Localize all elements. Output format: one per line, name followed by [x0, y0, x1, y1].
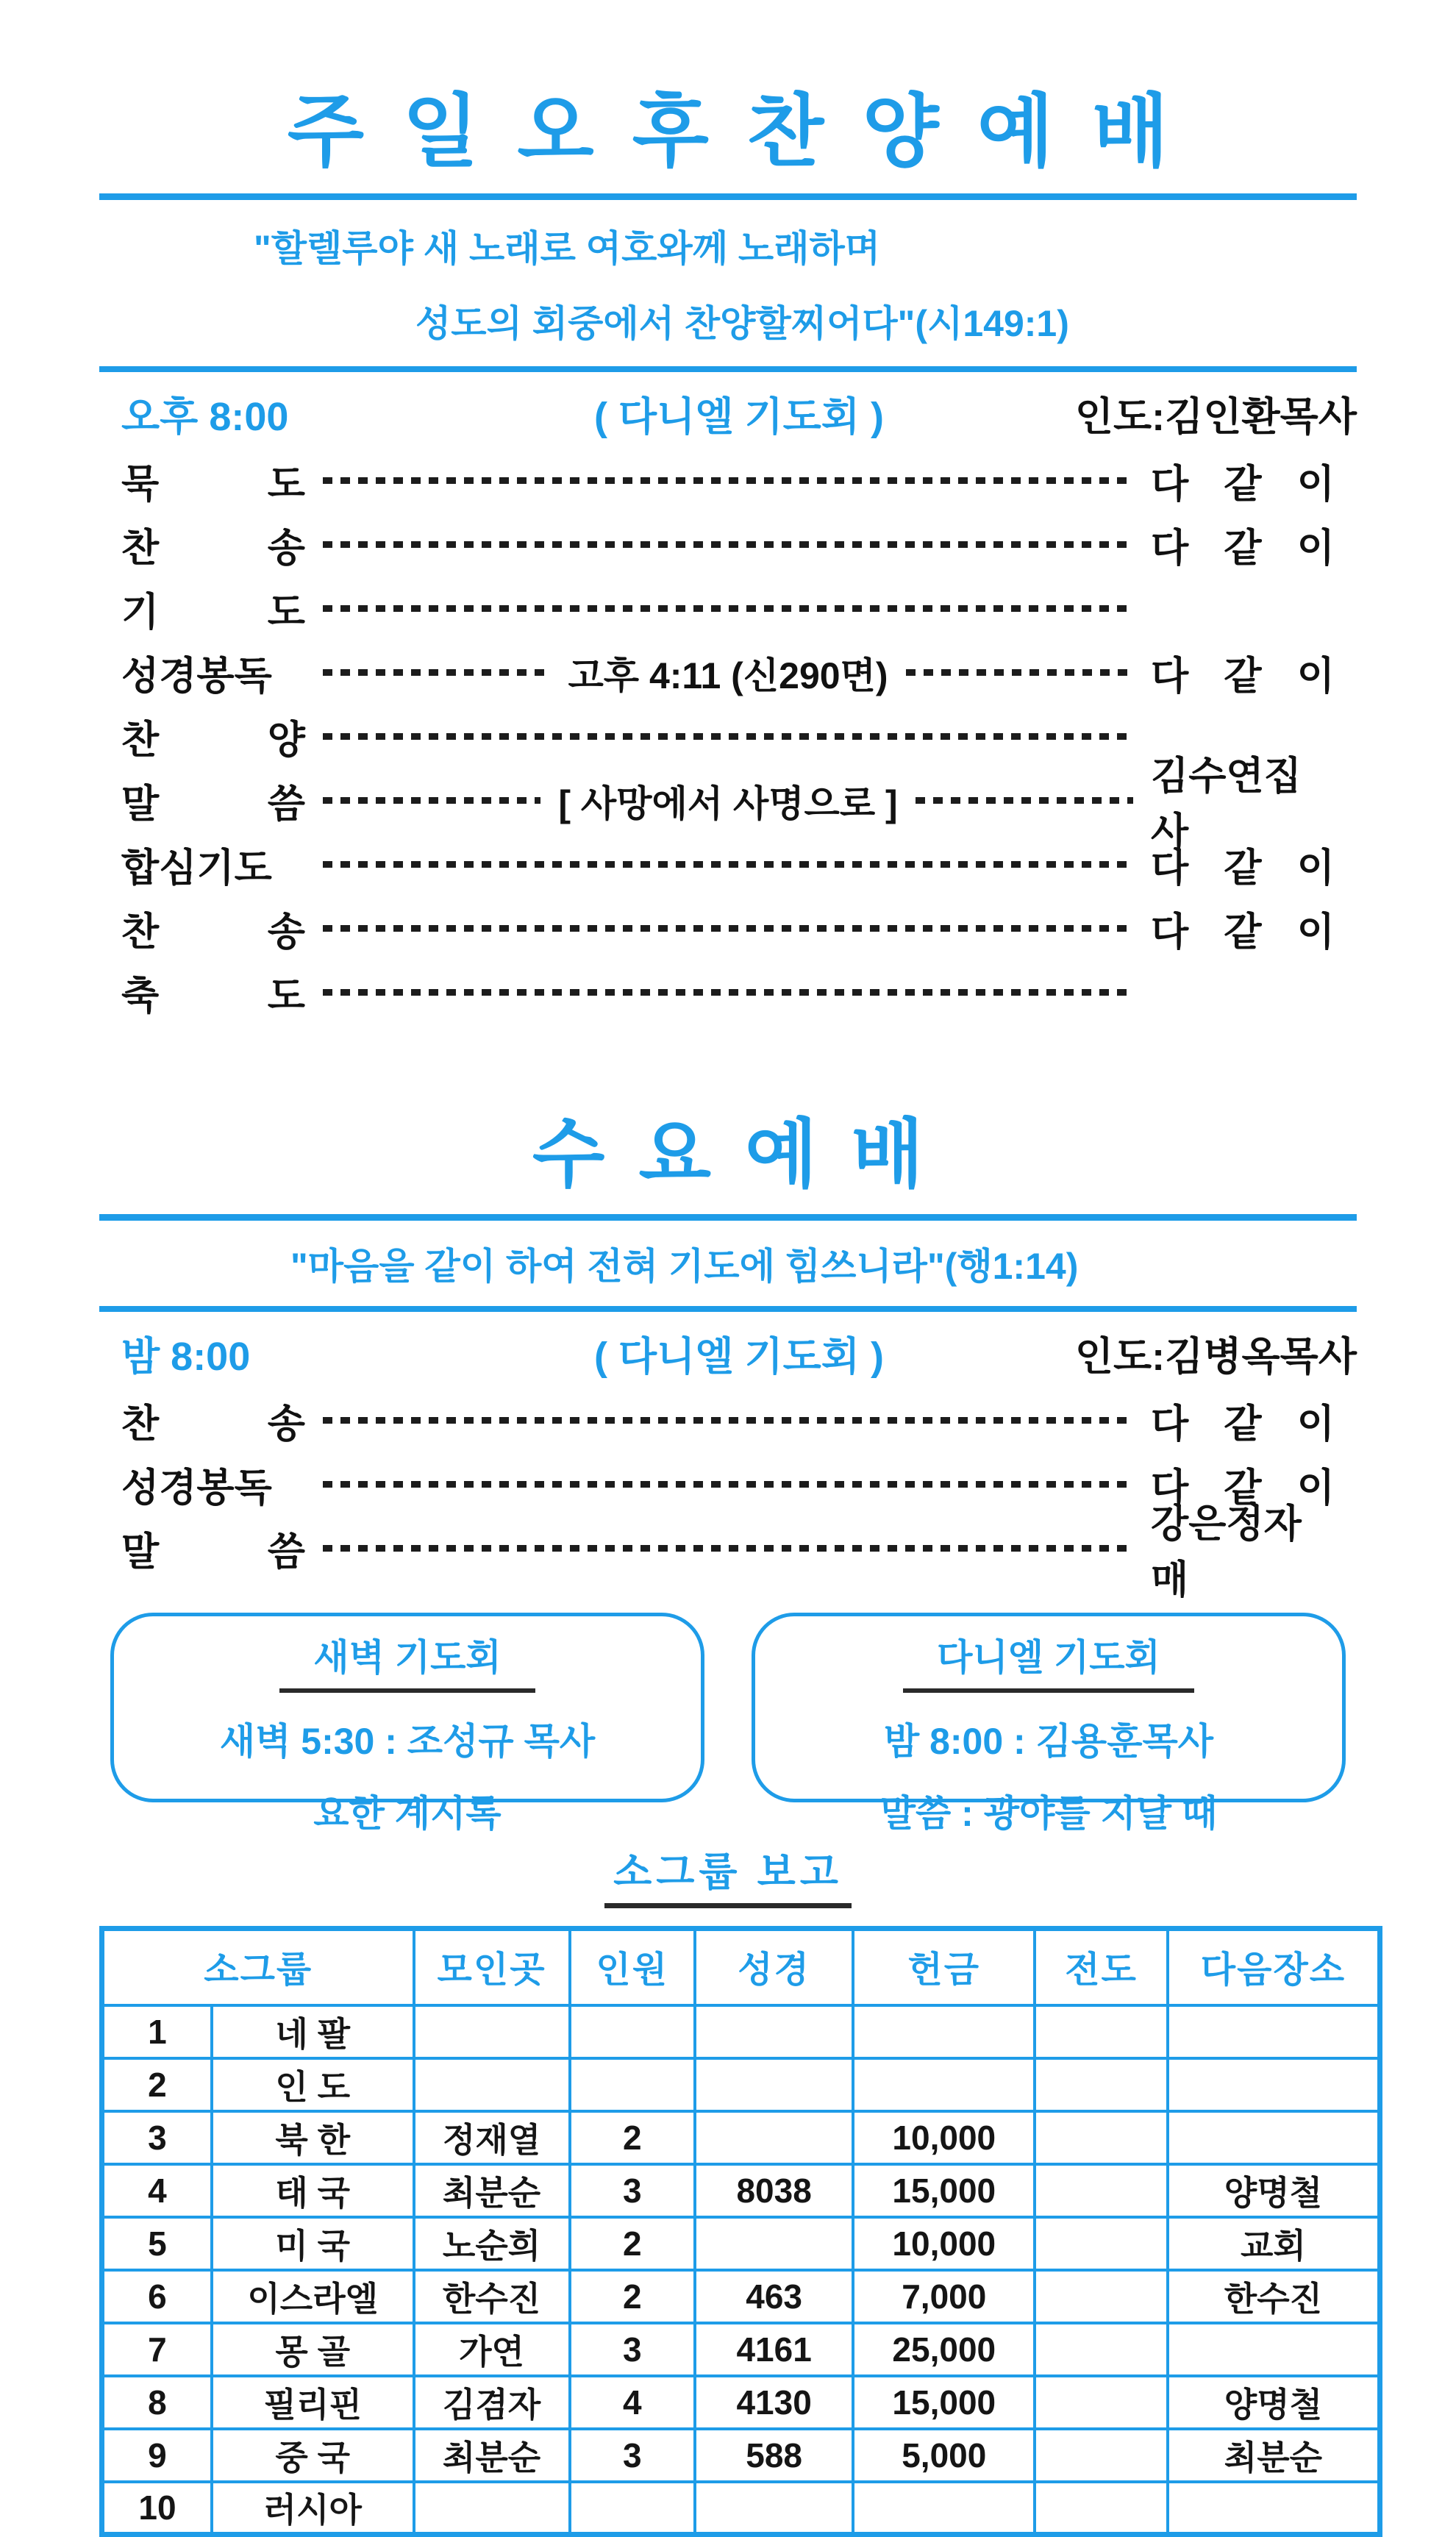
cell-bible: [695, 2005, 854, 2058]
list-item: [121, 1388, 1335, 1452]
cell-bible: 4161: [695, 2323, 854, 2376]
column-header: 다음장소: [1168, 1929, 1380, 2005]
service-time: 오후 8:00: [121, 394, 289, 439]
small-group-table: [99, 1926, 1382, 2537]
cell-next-place: [1168, 2482, 1380, 2535]
wednesday-scripture: "마음을 같이 하여 전혀 기도에 힘쓰니라"(행1:14): [290, 1246, 1079, 1287]
cell-next-place: 최분순: [1168, 2429, 1380, 2482]
wednesday-order-of-service: [99, 1381, 1357, 1602]
cell-count: [570, 2482, 695, 2535]
order-item-label: 말 씀: [121, 782, 305, 826]
table-row: [102, 2111, 1380, 2164]
cell-count: 4: [570, 2376, 695, 2429]
list-item: [121, 641, 1335, 704]
dotted-leader: [323, 861, 1133, 868]
list-item: [121, 449, 1335, 513]
cell-group-name: 인 도: [212, 2058, 414, 2111]
cell-count: 2: [570, 2111, 695, 2164]
cell-no: 6: [102, 2270, 212, 2323]
table-row: [102, 2005, 1380, 2058]
box-title: 다니엘 기도회: [903, 1628, 1194, 1693]
cell-evangelism: [1035, 2164, 1168, 2217]
dotted-leader: [323, 925, 1133, 932]
cell-place: [414, 2058, 570, 2111]
cell-no: 2: [102, 2058, 212, 2111]
cell-count: 3: [570, 2323, 695, 2376]
table-row: [102, 2429, 1380, 2482]
cell-evangelism: [1035, 2217, 1168, 2270]
list-item: [121, 832, 1335, 896]
cell-evangelism: [1035, 2376, 1168, 2429]
cell-next-place: [1168, 2323, 1380, 2376]
order-item-performer: 다 같 이: [1151, 1466, 1335, 1510]
list-item: [121, 1502, 1335, 1602]
prayer-boxes: [110, 1613, 1346, 1834]
cell-no: 7: [102, 2323, 212, 2376]
order-item-label: 찬 송: [121, 910, 305, 954]
cell-group-name: 러시아: [212, 2482, 414, 2535]
box-line: 새벽 5:30 : 조성규 목사: [219, 1721, 596, 1762]
service-leader: 인도:김인환목사: [1074, 394, 1357, 439]
cell-count: 3: [570, 2164, 695, 2217]
cell-offering: 7,000: [853, 2270, 1035, 2323]
cell-no: 10: [102, 2482, 212, 2535]
column-header: 성경: [695, 1929, 854, 2005]
sunday-service-header: [99, 385, 1357, 441]
scripture-reference: 고후 4:11 (신290면): [568, 654, 888, 696]
cell-place: 정재열: [414, 2111, 570, 2164]
dotted-leader: [323, 1417, 1133, 1424]
cell-bible: [695, 2217, 854, 2270]
table-row: [102, 2164, 1380, 2217]
list-item: [121, 960, 1335, 1024]
cell-evangelism: [1035, 2429, 1168, 2482]
cell-offering: 10,000: [853, 2217, 1035, 2270]
divider: [99, 1306, 1357, 1312]
list-item: [121, 896, 1335, 960]
service-time: 밤 8:00: [121, 1334, 251, 1379]
cell-count: 2: [570, 2217, 695, 2270]
table-header-row: [102, 1929, 1380, 2005]
order-item-label: 말 씀: [121, 1530, 305, 1574]
cell-group-name: 북 한: [212, 2111, 414, 2164]
order-item-label: 합심기도: [121, 846, 272, 890]
cell-evangelism: [1035, 2323, 1168, 2376]
order-item-label: 묵 도: [121, 462, 305, 506]
cell-place: [414, 2482, 570, 2535]
cell-place: 한수진: [414, 2270, 570, 2323]
sunday-order-of-service: [99, 441, 1357, 1024]
order-item-performer: 다 같 이: [1151, 910, 1335, 954]
cell-no: 5: [102, 2217, 212, 2270]
cell-group-name: 네 팔: [212, 2005, 414, 2058]
sermon-title: [ 사망에서 사명으로 ]: [558, 782, 898, 824]
cell-offering: [853, 2058, 1035, 2111]
column-header: 소그룹: [102, 1929, 414, 2005]
cell-evangelism: [1035, 2058, 1168, 2111]
cell-group-name: 중 국: [212, 2429, 414, 2482]
column-header: 헌금: [853, 1929, 1035, 2005]
cell-next-place: 한수진: [1168, 2270, 1380, 2323]
cell-bible: 8038: [695, 2164, 854, 2217]
cell-place: 가연: [414, 2323, 570, 2376]
table-row: [102, 2376, 1380, 2429]
cell-group-name: 이스라엘: [212, 2270, 414, 2323]
cell-count: 2: [570, 2270, 695, 2323]
cell-bible: 4130: [695, 2376, 854, 2429]
cell-offering: 25,000: [853, 2323, 1035, 2376]
cell-no: 3: [102, 2111, 212, 2164]
cell-no: 4: [102, 2164, 212, 2217]
cell-count: 3: [570, 2429, 695, 2482]
cell-next-place: 교회: [1168, 2217, 1380, 2270]
cell-no: 1: [102, 2005, 212, 2058]
cell-offering: 15,000: [853, 2376, 1035, 2429]
wednesday-service-title: 수요예배: [532, 1113, 958, 1196]
dotted-leader: [323, 1545, 1133, 1552]
sunday-scripture-line2: 성도의 회중에서 찬양할찌어다"(시149:1): [415, 303, 1069, 344]
service-leader: 인도:김병옥목사: [1074, 1334, 1357, 1379]
cell-bible: [695, 2111, 854, 2164]
list-item: [121, 754, 1335, 854]
box-title: 새벽 기도회: [279, 1628, 535, 1693]
sunday-service-title: 주일오후찬양예배: [287, 87, 1207, 176]
order-item-label: 성경봉독: [121, 1466, 272, 1510]
divider: [99, 193, 1357, 200]
list-item: [121, 577, 1335, 641]
dotted-leader: [323, 733, 1133, 740]
cell-bible: 588: [695, 2429, 854, 2482]
section-title: 소그룹 보고: [604, 1841, 852, 1908]
order-item-performer: 다 같 이: [1151, 846, 1335, 890]
cell-offering: [853, 2005, 1035, 2058]
order-item-performer: 다 같 이: [1151, 1402, 1335, 1446]
column-header: 모인곳: [414, 1929, 570, 2005]
box-line: 밤 8:00 : 김용훈목사: [883, 1721, 1214, 1762]
cell-evangelism: [1035, 2482, 1168, 2535]
divider: [99, 1214, 1357, 1221]
order-item-label: 성경봉독: [121, 654, 272, 698]
dotted-leader: [323, 477, 1133, 484]
box-line: 요한 계시록: [313, 1793, 502, 1834]
cell-place: 최분순: [414, 2429, 570, 2482]
cell-no: 9: [102, 2429, 212, 2482]
cell-offering: 15,000: [853, 2164, 1035, 2217]
service-meeting-name: ( 다니엘 기도회 ): [594, 394, 884, 439]
cell-no: 8: [102, 2376, 212, 2429]
order-item-label: 축 도: [121, 974, 305, 1018]
dotted-leader: [323, 797, 540, 804]
cell-place: 김겸자: [414, 2376, 570, 2429]
dotted-leader: [323, 989, 1133, 996]
order-item-label: 기 도: [121, 590, 305, 634]
cell-group-name: 태 국: [212, 2164, 414, 2217]
cell-group-name: 미 국: [212, 2217, 414, 2270]
table-row: [102, 2270, 1380, 2323]
box-line: 말씀 : 광야를 지날 때: [879, 1793, 1218, 1834]
cell-next-place: [1168, 2111, 1380, 2164]
wednesday-service-header: [99, 1325, 1357, 1381]
order-item-label: 찬 송: [121, 1402, 305, 1446]
order-item-performer: 다 같 이: [1151, 654, 1335, 698]
table-row: [102, 2217, 1380, 2270]
order-item-label: 찬 양: [121, 718, 305, 762]
cell-bible: 463: [695, 2270, 854, 2323]
cell-offering: 10,000: [853, 2111, 1035, 2164]
column-header: 인원: [570, 1929, 695, 2005]
dotted-leader: [906, 669, 1133, 676]
cell-evangelism: [1035, 2005, 1168, 2058]
dawn-prayer-box: [110, 1613, 704, 1834]
cell-next-place: [1168, 2058, 1380, 2111]
cell-count: [570, 2005, 695, 2058]
list-item: [121, 513, 1335, 577]
cell-next-place: 양명철: [1168, 2376, 1380, 2429]
cell-evangelism: [1035, 2111, 1168, 2164]
small-group-report-heading: [99, 1841, 1357, 1908]
order-item-performer: 김수연집사: [1151, 754, 1302, 854]
cell-count: [570, 2058, 695, 2111]
cell-group-name: 필리핀: [212, 2376, 414, 2429]
order-item-performer: 다 같 이: [1151, 526, 1335, 570]
bulletin-page: [0, 68, 1456, 2529]
table-row: [102, 2482, 1380, 2535]
cell-evangelism: [1035, 2270, 1168, 2323]
order-item-label: 찬 송: [121, 526, 305, 570]
service-meeting-name: ( 다니엘 기도회 ): [594, 1334, 884, 1379]
cell-offering: 5,000: [853, 2429, 1035, 2482]
order-item-performer: 다 같 이: [1151, 462, 1335, 506]
cell-next-place: 양명철: [1168, 2164, 1380, 2217]
dotted-leader: [323, 1481, 1133, 1488]
sunday-scripture-line1: "할렐루야 새 노래로 여호와께 노래하며: [254, 228, 881, 269]
cell-place: 노순희: [414, 2217, 570, 2270]
cell-offering: [853, 2482, 1035, 2535]
table-row: [102, 2058, 1380, 2111]
divider: [99, 366, 1357, 372]
cell-place: [414, 2005, 570, 2058]
cell-bible: [695, 2482, 854, 2535]
cell-bible: [695, 2058, 854, 2111]
order-item-performer: 강은정자매: [1151, 1502, 1302, 1602]
cell-next-place: [1168, 2005, 1380, 2058]
dotted-leader: [323, 605, 1133, 612]
daniel-prayer-box: [752, 1613, 1346, 1834]
dotted-leader: [323, 669, 550, 676]
column-header: 전도: [1035, 1929, 1168, 2005]
table-row: [102, 2323, 1380, 2376]
dotted-leader: [916, 797, 1133, 804]
cell-place: 최분순: [414, 2164, 570, 2217]
dotted-leader: [323, 541, 1133, 548]
cell-group-name: 몽 골: [212, 2323, 414, 2376]
